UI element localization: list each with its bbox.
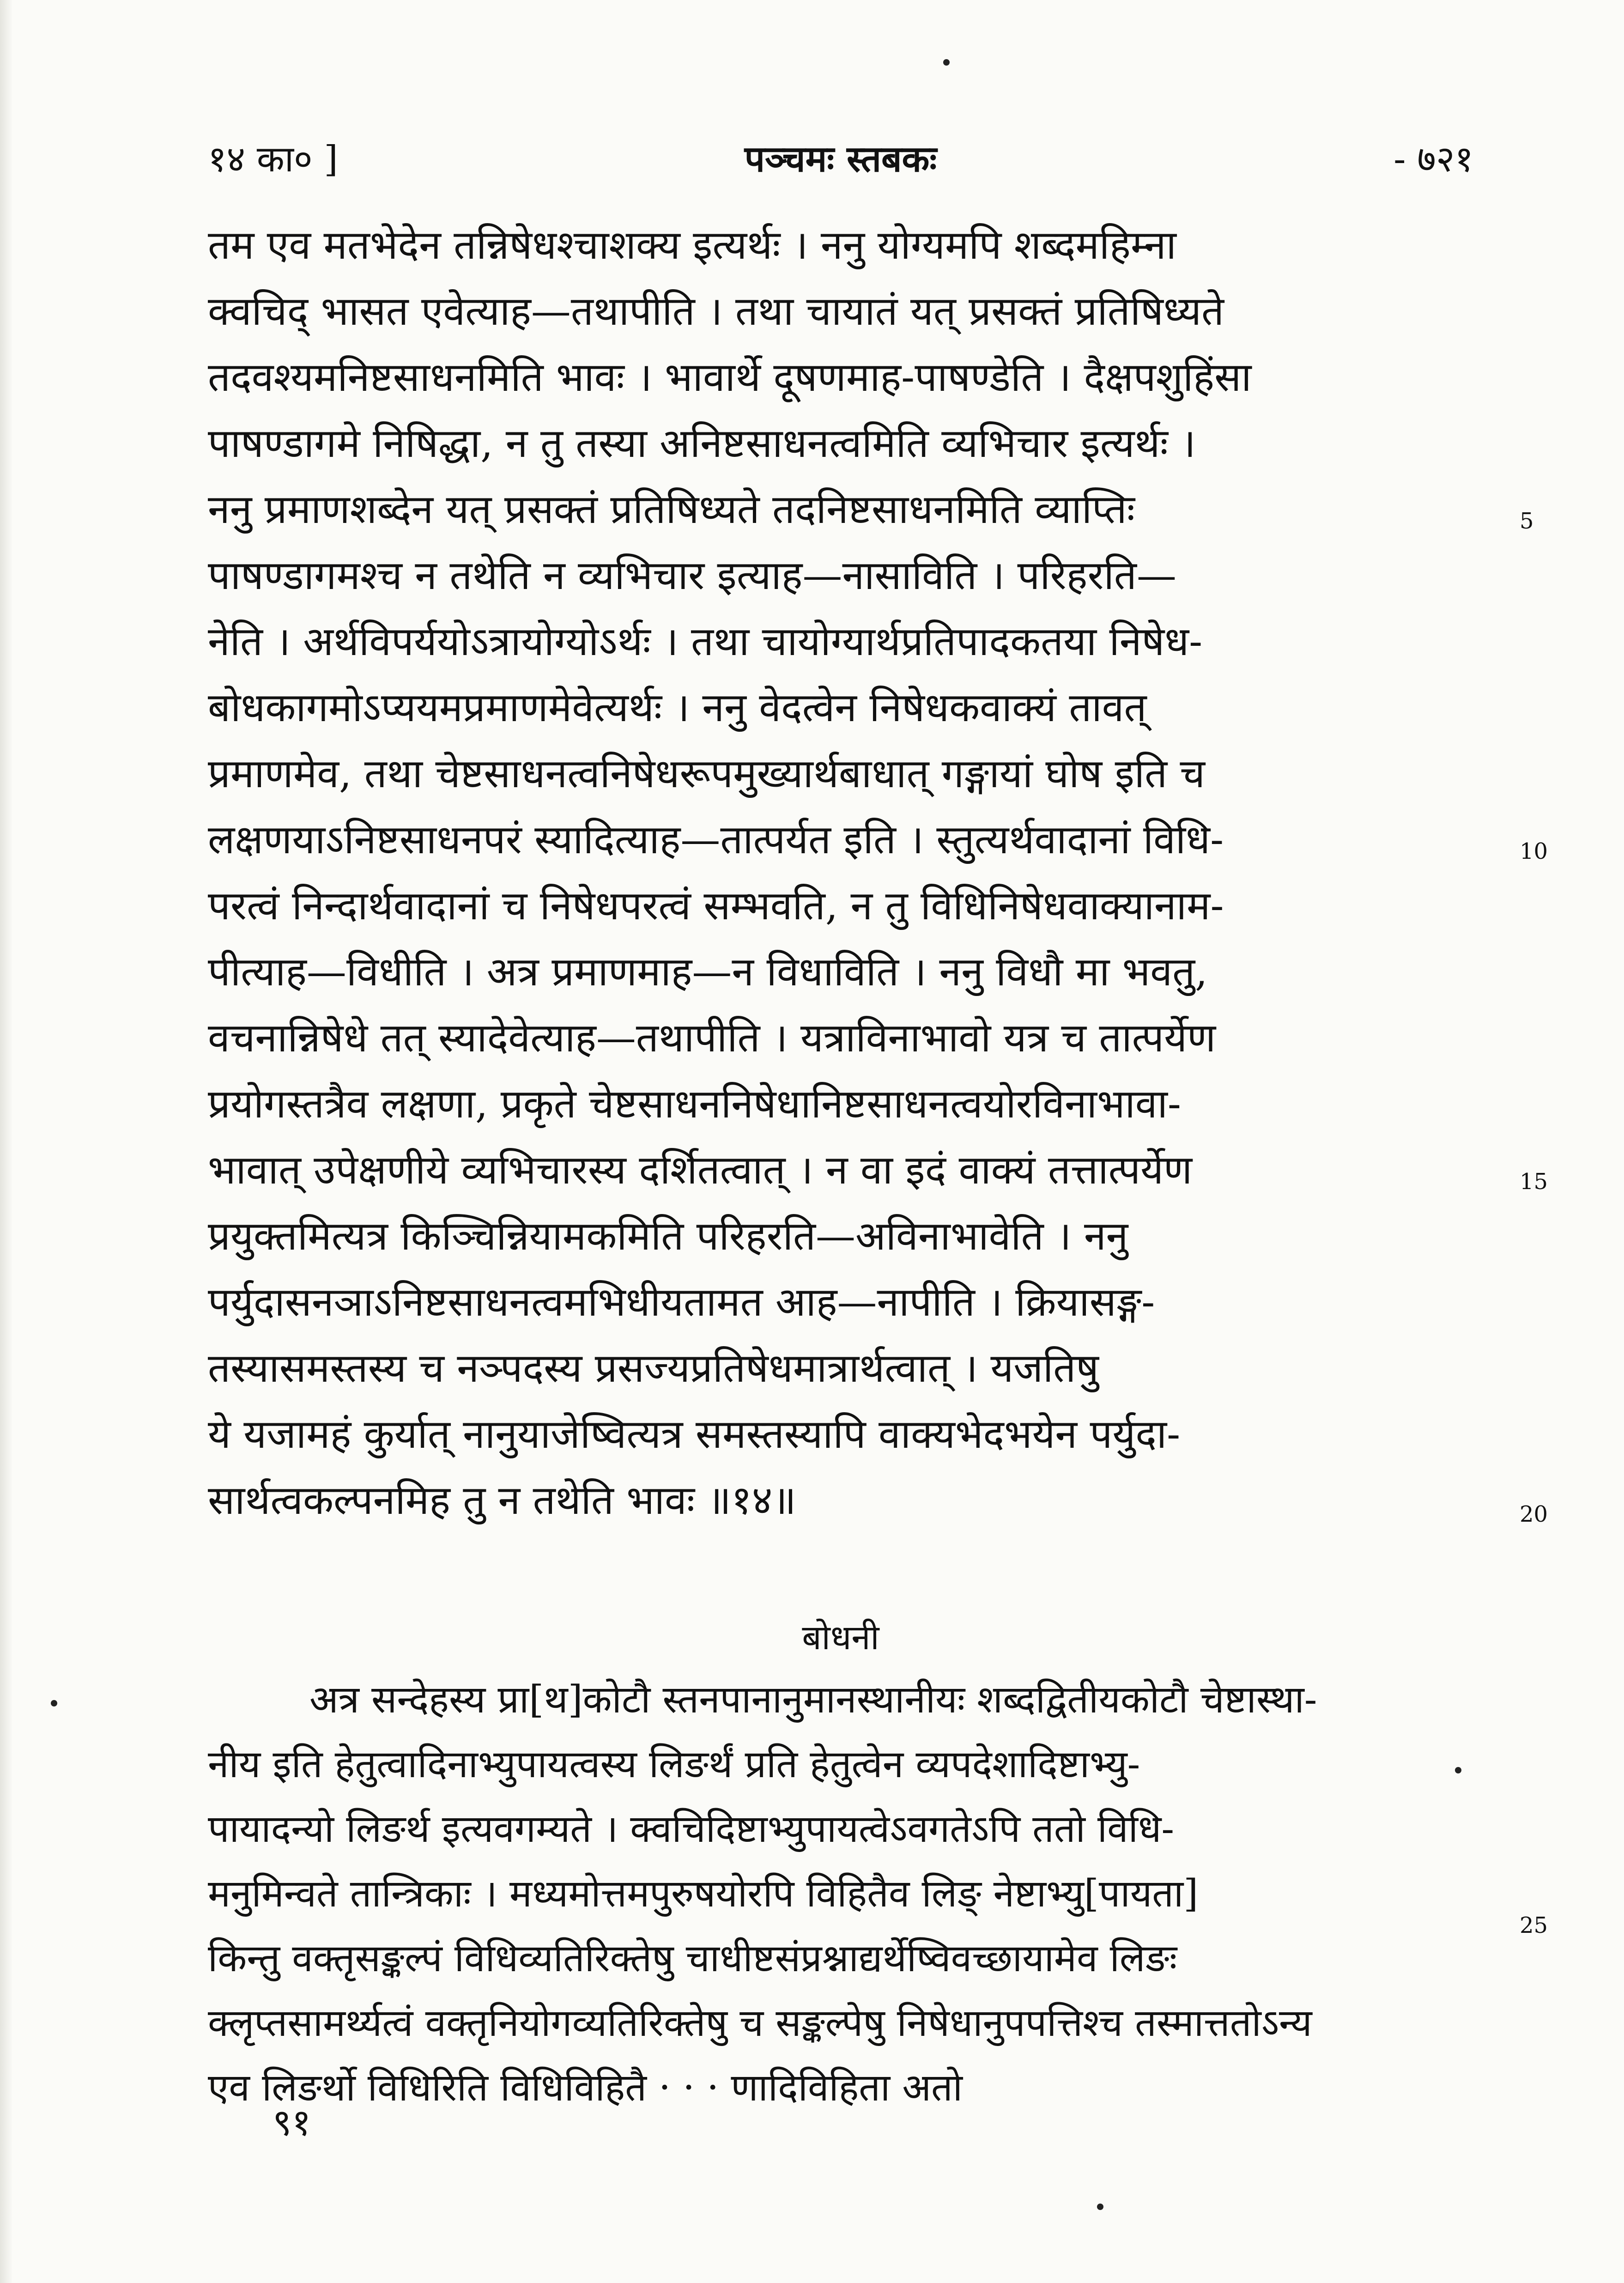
text-line: वचनान्निषेधे तत् स्यादेवेत्याह—तथापीति । यत्राविनाभावो यत्र च तात्पर्येण [208, 1015, 1216, 1061]
text-line: एव लिङर्थो विधिरिति विधिविहितै · · · णादिविहिता अतो [208, 2066, 963, 2110]
speck [1097, 2204, 1103, 2210]
signature-mark: ९१ [273, 2101, 311, 2144]
text-line: नेति । अर्थविपर्ययोऽत्रायोग्योऽर्थः । तथा चायोग्यार्थप्रतिपादकतया निषेध- [208, 619, 1203, 665]
text-line: तम एव मतभेदेन तन्निषेधश्चाशक्य इत्यर्थः । ननु योग्यमपि शब्दमहिम्ना [208, 222, 1176, 268]
bodhani-subcommentary [208, 1668, 1473, 2120]
line-number: 10 [1520, 838, 1548, 864]
header-section-ref: १४ का० ] [208, 139, 338, 180]
text-line: नीय इति हेतुत्वादिनाभ्युपायत्वस्य लिङर्थं प्रति हेतुत्वेन व्यपदेशादिष्टाभ्यु- [208, 1743, 1140, 1786]
text-line: लक्षणयाऽनिष्टसाधनपरं स्यादित्याह—तात्पर्यत इति । स्तुत्यर्थवादानां विधि- [208, 817, 1224, 863]
text-line: ये यजामहं कुर्यात् नानुयाजेष्वित्यत्र समस्तस्यापि वाक्यभेदभयेन पर्युदा- [208, 1411, 1181, 1457]
running-header [208, 134, 1473, 185]
text-line: पर्युदासनञाऽनिष्टसाधनत्वमभिधीयतामत आह—नापीति । क्रियासङ्ग- [208, 1279, 1155, 1325]
text-line: पाषण्डागमे निषिद्धा, न तु तस्या अनिष्टसाधनत्वमिति व्यभिचार इत्यर्थः । [208, 420, 1196, 467]
text-line: प्रयुक्तमित्यत्र किञ्चिन्नियामकमिति परिहरति—अविनाभावेति । ननु [208, 1213, 1128, 1259]
commentary-body [208, 213, 1473, 1534]
speck [51, 1700, 57, 1706]
text-line: किन्तु वक्तृसङ्कल्पं विधिव्यतिरिक्तेषु चाधीष्टसंप्रश्नाद्यर्थेष्विवच्छायामेव लिङः [208, 1937, 1177, 1980]
text-line: बोधकागमोऽप्ययमप्रमाणमेवेत्यर्थः । ननु वेदत्वेन निषेधकवाक्यं तावत् [208, 685, 1147, 731]
text-line: अत्र सन्देहस्य प्रा[थ]कोटौ स्तनपानानुमानस्थानीयः शब्दद्वितीयकोटौ चेष्टास्था- [309, 1678, 1317, 1722]
text-line: क्वचिद् भासत एवेत्याह—तथापीति । तथा चायातं यत् प्रसक्तं प्रतिषिध्यते [208, 288, 1224, 334]
text-line: परत्वं निन्दार्थवादानां च निषेधपरत्वं सम्भवति, न तु विधिनिषेधवाक्यानाम- [208, 883, 1224, 929]
line-number: 15 [1520, 1169, 1548, 1195]
text-line: पायादन्यो लिङर्थ इत्यवगम्यते । क्वचिदिष्टाभ्युपायत्वेऽवगतेऽपि ततो विधि- [208, 1807, 1175, 1851]
text-line: भावात् उपेक्षणीये व्यभिचारस्य दर्शितत्वात् । न वा इदं वाक्यं तत्तात्पर्येण [208, 1147, 1193, 1193]
line-number: 20 [1520, 1501, 1548, 1527]
header-chapter-title: पञ्चमः स्तबकः [744, 138, 937, 180]
text-line: मनुमिन्वते तान्त्रिकाः । मध्यमोत्तमपुरुषयोरपि विहितैव लिङ् नेष्टाभ्यु[पायता] [208, 1872, 1199, 1916]
text-line: प्रयोगस्तत्रैव लक्षणा, प्रकृते चेष्टसाधननिषेधानिष्टसाधनत्वयोरविनाभावा- [208, 1081, 1181, 1127]
text-line: ननु प्रमाणशब्देन यत् प्रसक्तं प्रतिषिध्यते तदनिष्टसाधनमिति व्याप्तिः [208, 486, 1135, 533]
text-line: पीत्याह—विधीति । अत्र प्रमाणमाह—न विधाविति । ननु विधौ मा भवतु, [208, 949, 1208, 995]
text-line: प्रमाणमेव, तथा चेष्टसाधनत्वनिषेधरूपमुख्यार्थबाधात् गङ्गायां घोष इति च [208, 751, 1206, 797]
text-line: पाषण्डागमश्च न तथेति न व्यभिचार इत्याह—नासाविति । परिहरति— [208, 553, 1176, 599]
text-line: तदवश्यमनिष्टसाधनमिति भावः । भावार्थे दूषणमाह-पाषण्डेति । दैक्षपशुहिंसा [208, 354, 1252, 401]
header-page-number: - ७२१ [1394, 139, 1473, 180]
line-number: 25 [1520, 1913, 1548, 1938]
text-line: क्लृप्तसामर्थ्यत्वं वक्तृनियोगव्यतिरिक्तेषु च सङ्कल्पेषु निषेधानुपपत्तिश्च तस्मात्ततोऽन्य [208, 2001, 1312, 2045]
text-line: तस्यासमस्तस्य च नञ्पदस्य प्रसज्यप्रतिषेधमात्रार्थत्वात् । यजतिषु [208, 1345, 1099, 1391]
line-number: 5 [1520, 508, 1534, 534]
page-binding-edge [0, 0, 13, 2283]
text-line: सार्थत्वकल्पनमिह तु न तथेति भावः ॥१४॥ [208, 1477, 796, 1524]
speck [943, 59, 950, 66]
section-title: बोधनी [802, 1618, 879, 1658]
